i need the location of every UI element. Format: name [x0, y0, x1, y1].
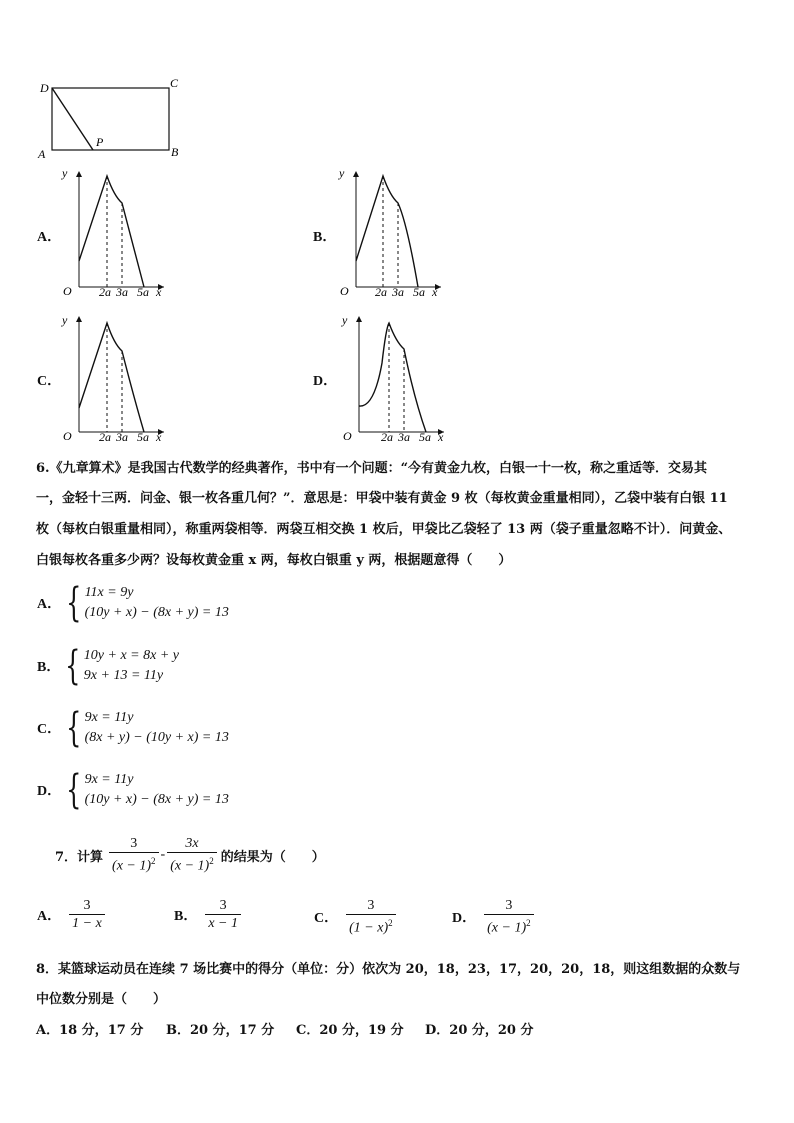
svg-text:x: x — [432, 285, 438, 298]
q6-option-a[interactable] — [37, 580, 229, 626]
q7-suffix: 的结果为（ ） — [220, 849, 325, 865]
svg-text:3a: 3a — [116, 285, 128, 298]
q6-option-d[interactable] — [37, 767, 229, 813]
equation-2: (8x + y) − (10y + x) = 13 — [84, 730, 229, 745]
q7-option-c-fraction: $\frac{3}{(1 - x)^2}$ — [346, 898, 396, 937]
label-d: D — [40, 81, 49, 95]
svg-text:O: O — [340, 284, 349, 298]
equation-system — [85, 583, 229, 623]
svg-text:3a: 3a — [116, 430, 128, 443]
svg-text:2a: 2a — [375, 285, 387, 298]
graph-option-b-letter: B． — [313, 230, 337, 245]
svg-text:2a: 2a — [99, 285, 111, 298]
q7-option-b-letter: B． — [174, 909, 198, 924]
label-a: A — [38, 147, 46, 161]
q7-option-a-letter: A． — [37, 909, 62, 924]
q8-option-c[interactable]: C．20 分，19 分 — [296, 1023, 404, 1038]
q6-line-1: 6.《九章算术》是我国古代数学的经典著作，书中有一个问题：“今有黄金九枚，白银一十一枚，称之重适等．交易其 — [36, 461, 708, 476]
equation-1: 11x = 9y — [84, 585, 134, 600]
svg-text:y: y — [342, 313, 348, 327]
svg-text:5a: 5a — [137, 430, 149, 443]
svg-text:x: x — [156, 430, 162, 443]
rectangle-figure — [30, 72, 190, 164]
svg-text:3a: 3a — [392, 285, 404, 298]
q7-option-a[interactable] — [37, 898, 105, 932]
equation-2: (10y + x) − (8x + y) = 13 — [84, 605, 229, 620]
q7-fraction-2-numerator: 3x — [185, 836, 199, 851]
graph-option-c-letter: C． — [37, 374, 62, 389]
graph-option-d — [338, 308, 450, 443]
svg-text:O: O — [63, 429, 72, 443]
q7-option-d-letter: D． — [452, 911, 477, 927]
q7-option-c-letter: C． — [314, 911, 339, 927]
svg-text:3a: 3a — [398, 430, 410, 443]
q8-option-a[interactable]: A．18 分，17 分 — [36, 1023, 144, 1038]
equation-system — [84, 646, 179, 686]
q6-option-b[interactable] — [37, 643, 179, 689]
equation-1: 9x = 11y — [84, 710, 134, 725]
svg-text:O: O — [343, 429, 352, 443]
q6-line-4: 白银每枚各重多少两？设每枚黄金重 x 两，每枚白银重 y 两，根据题意得（ ） — [36, 553, 512, 568]
svg-text:x: x — [156, 285, 162, 298]
q7-stem — [55, 836, 325, 875]
svg-text:2a: 2a — [381, 430, 393, 443]
label-c: C — [170, 76, 179, 90]
graph-option-a-letter: A． — [37, 230, 62, 245]
equation-system — [85, 708, 229, 748]
q8-option-b[interactable]: B．20 分，17 分 — [166, 1023, 275, 1038]
rectangle-abcd — [52, 88, 169, 150]
q6-option-c[interactable] — [37, 705, 229, 751]
q7-option-b[interactable] — [174, 898, 241, 932]
q7-fraction-2-denominator: $(x - 1)^2$ — [167, 852, 217, 875]
segment-dp — [52, 88, 93, 150]
svg-text:y: y — [62, 166, 68, 180]
q8-line-1: 8．某篮球运动员在连续 7 场比赛中的得分（单位：分）依次为 20，18，23，17，20，20，18，则这组数据的众数与 — [36, 962, 741, 977]
brace-icon: { — [66, 705, 82, 751]
q7-option-b-fraction: $\frac{3}{x - 1}$ — [205, 898, 241, 932]
svg-text:x: x — [438, 430, 444, 443]
svg-text:O: O — [63, 284, 72, 298]
q8-option-d[interactable]: D．20 分，20 分 — [425, 1023, 534, 1038]
svg-text:y: y — [62, 313, 68, 327]
q7-option-d[interactable] — [452, 898, 534, 937]
svg-text:y: y — [339, 166, 345, 180]
graph-option-d-letter: D． — [313, 374, 338, 389]
q8-line-2: 中位数分别是（ ） — [36, 992, 167, 1007]
q7-minus: - — [160, 847, 166, 863]
q7-fraction-1-numerator: 3 — [130, 836, 138, 851]
q6-option-b-letter: B． — [37, 660, 61, 675]
equation-system — [85, 770, 229, 810]
q7-option-c[interactable] — [314, 898, 396, 937]
svg-text:2a: 2a — [99, 430, 111, 443]
q7-fraction-1 — [109, 836, 159, 875]
svg-text:5a: 5a — [137, 285, 149, 298]
q6-option-c-letter: C． — [37, 722, 62, 737]
q7-option-a-fraction: $\frac{3}{1 - x}$ — [69, 898, 105, 932]
q6-option-d-letter: D． — [37, 784, 62, 799]
q6-option-a-letter: A． — [37, 597, 62, 612]
q7-prefix: 7．计算 — [55, 849, 104, 865]
graph-option-a — [58, 163, 170, 298]
graph-option-c — [58, 308, 170, 443]
brace-icon: { — [66, 580, 82, 626]
q7-fraction-1-denominator: $(x - 1)^2$ — [109, 852, 159, 875]
equation-1: 10y + x = 8x + y — [83, 648, 179, 663]
q7-fraction-2 — [167, 836, 217, 875]
svg-text:5a: 5a — [413, 285, 425, 298]
equation-1: 9x = 11y — [84, 772, 134, 787]
q7-option-d-fraction: $\frac{3}{(x - 1)^2}$ — [484, 898, 534, 937]
brace-icon: { — [66, 767, 82, 813]
q6-line-2: 一，金轻十三两．问金、银一枚各重几何？”．意思是：甲袋中装有黄金 9 枚（每枚黄金重量相同），乙袋中装有白银 11 — [36, 491, 728, 506]
graph-option-b — [335, 163, 447, 298]
svg-text:5a: 5a — [419, 430, 431, 443]
label-b: B — [171, 145, 179, 159]
equation-2: 9x + 13 = 11y — [83, 668, 164, 683]
equation-2: (10y + x) − (8x + y) = 13 — [84, 792, 229, 807]
label-p: P — [96, 135, 104, 149]
q6-line-3: 枚（每枚白银重量相同），称重两袋相等．两袋互相交换 1 枚后，甲袋比乙袋轻了 13 两（袋子重量忽略不计）．问黄金、 — [36, 522, 732, 537]
brace-icon: { — [65, 643, 81, 689]
